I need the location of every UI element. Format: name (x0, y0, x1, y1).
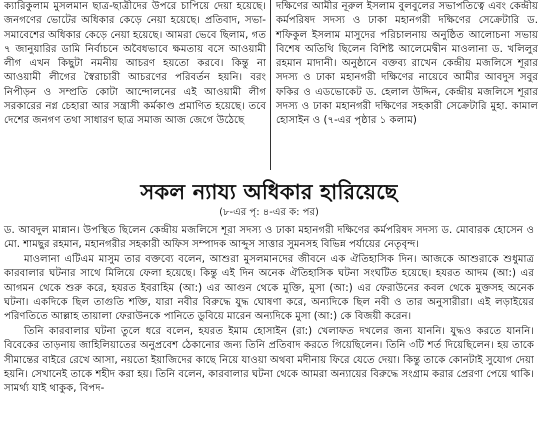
article-paragraph: ড. আবদুল মান্নান। উপস্থিত ছিলেন কেন্দ্রীয় মজলিসে শূরা সদস্য ও ঢাকা মহানগরী দক্ষিণের কর্মপরিষদ সদস্য ড. মোবারক হোসেন ও মো. শামছুর রহমান, মহানগরীর সহকারী অফিস সম্পাদক আব্দুস সাত্তার সুমনসহ বিভিন্ন পর্যায়ের নেতৃবৃন্দ। (4, 225, 534, 251)
column-divider (270, 0, 271, 170)
right-column-text (276, 0, 538, 129)
article-body (4, 224, 534, 397)
article-header (4, 178, 534, 219)
continuation-reference: (৮-এর পৃ: ৪-এর ক: পর) (219, 207, 319, 218)
article-headline: সকল ন্যায্য অধিকার হারিয়েছে (140, 179, 398, 204)
right-column-paragraph: দক্ষিণের আমীর নূরুল ইসলাম বুলবুলের সভাপতিত্বে এবং কেন্দ্রীয় কর্মপরিষদ সদস্য ও ঢাকা মহানগরী দক্ষিণের সেক্রেটারি ড. শফিকুল ইসলাম মাসুদের পরিচালনায় অনুষ্ঠিত আলোচনা সভায় বিশেষ অতিথি ছিলেন বিশিষ্ট আলেমেদ্বীন মাওলানা ড. খলিলুর রহমান মাদানী। অনুষ্ঠানে বক্তব্য রাখেন কেন্দ্রীয় মজলিসে শূরার সদস্য ও ঢাকা মহানগরী দক্ষিণের নায়েবে আমীর আবদুস সবুর ফকির ও এডভোকেট ড. হেলাল উদ্দিন, কেন্দ্রীয় মজলিসে শূরার সদস্য ও ঢাকা মহানগরী দক্ষিণের সহকারী সেক্রেটারি মুহা. কামাল হোসাইন ও (৭-এর পৃষ্ঠার ১ কলাম) (276, 1, 538, 127)
left-column-paragraph: ক্যারিকুলাম মুসলমান ছাত্র-ছাত্রীদের উপরে চাপিয়ে দেয়া হয়েছে। জনগণের ভোটের অধিকার কেড়ে নেয়া হয়েছে। প্রতিবাদ, সভা-সমাবেশের অধিকার কেড়ে নেয়া হয়েছে। আমরা ভেবে ছিলাম, গত ৭ জানুয়ারির ডামি নির্বাচনে অবৈধভাবে ক্ষমতায় বসে আওয়ামী লীগ এখন কিছুটা নমনীয় আচরণ হয়তো করবে। কিন্তু না আওয়ামী লীগের স্বৈরাচারী আচরণের পরিবর্তন হয়নি। বরং নিপীড়ন ও সম্প্রতি কোটা আন্দোলনের এই আওয়ামী লীগ সরকারের নগ্ন চেহারা আর সন্ত্রাসী কর্মকাণ্ড প্রমাণিত হয়েছে। তবে দেশের জনগণ তথা সাধারণ ছাত্র সমাজ আজ জেগে উঠেছে (4, 1, 266, 127)
left-column-text (4, 0, 266, 129)
article-paragraph: তিনি কারবালার ঘটনা তুলে ধরে বলেন, হযরত ইমাম হোসাইন (রা:) খেলাফত দখলের জন্য যাননি। যুদ্ধও করতে যাননি। বিবেকের তাড়নায় জাহিলিয়াতের অনুপ্রবেশ ঠেকানোর জন্য তিনি প্রতিবাদ করতে গিয়েছিলেন। তিনি ৩টি শর্ত দিয়েছিলেন। হয় তাকে সীমান্তের বাইরে রেখে আসা, নয়তো ইয়াজিদের কাছে নিয়ে যাওয়া অথবা মদীনায় ফিরে যেতে দেয়া। কিন্তু তাকে কোনটাই সুযোগ দেয়া হয়নি। সেখানেই তাকে শহীদ করা হয়। তিনি বলেন, কারবালার ঘটনা থেকে আমরা অন্যায়ের বিরুদ্ধে সংগ্রাম করার প্রেরণা পেয়ে থাকি। সামর্থ্য যাই থাকুক, বিপদ- (4, 325, 534, 395)
article-paragraph: মাওলানা এটিএম মাসুম তার বক্তব্যে বলেন, আশুরা মুসলমানদের জীবনে এক ঐতিহাসিক দিন। আজকে আশুরাকে শুধুমাত্র কারবালার ঘটনার সাথে মিলিয়ে ফেলা হয়েছে। কিন্তু এই দিন অনেক ঐতিহাসিক ঘটনা সংঘটিত হয়েছে। হযরত আদম (আ:) এর আগমন থেকে শুরু করে, হযরত ইবরাহিম (আ:) এর আগুন থেকে মুক্তি, মুসা (আ:) এর ফেরাউনের কবল থেকে মুক্তসহ অনেক ঘটনা। একদিকে ছিল তাগুতি শক্তি, যারা নবীর বিরুদ্ধে যুদ্ধ ঘোষণা করে, অন্যদিকে ছিল নবী ও তার অনুসারীরা। এই লড়াইয়ের পরিণতিতে আল্লাহ তায়ালা ফেরাউনকে পানিতে ডুবিয়ে মারেন অন্যদিকে মুসা (আ:) কে বিজয়ী করেন। (4, 253, 534, 323)
